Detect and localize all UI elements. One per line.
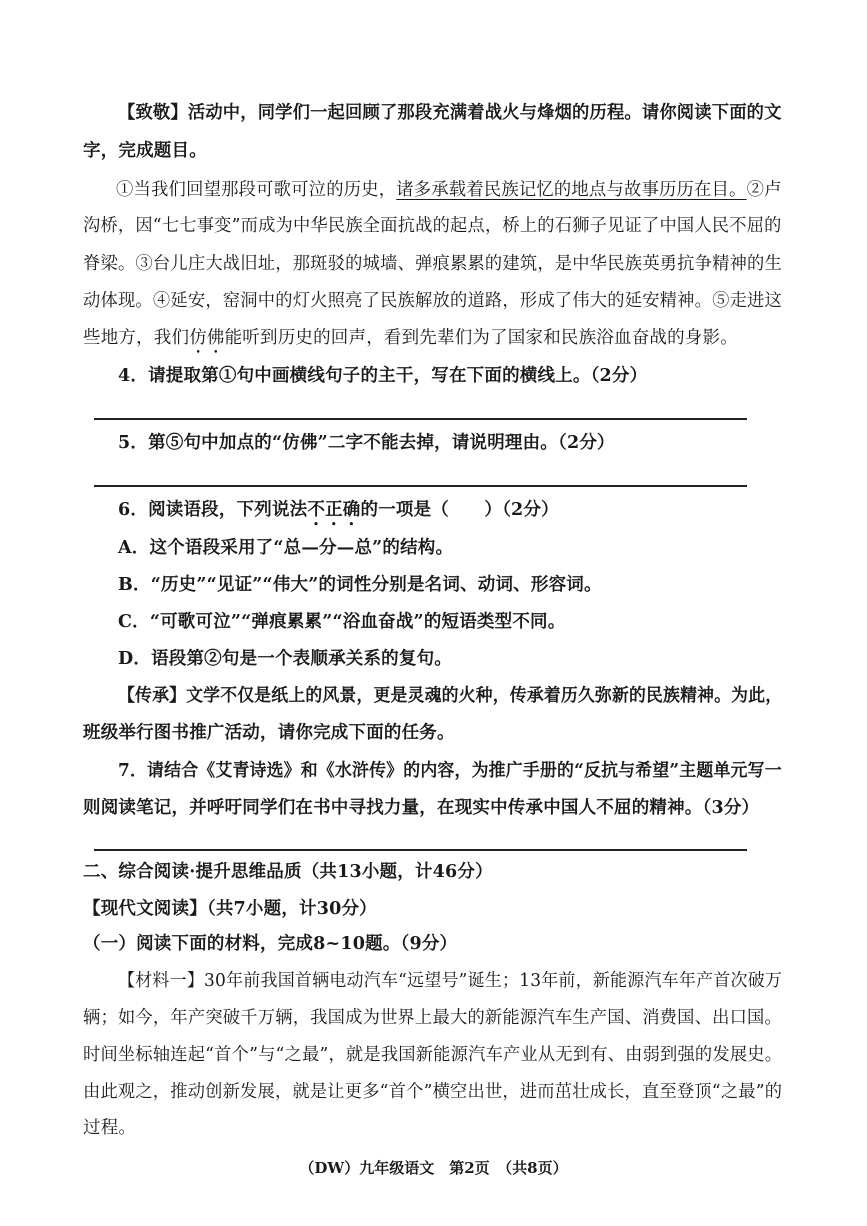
part-1-heading: （一）阅读下面的材料，完成8~10题。（9分）	[83, 934, 458, 954]
passage-line-5-end: 能听到历史的回声，看到先辈们为了国家和民族浴血奋战的身影。	[224, 328, 738, 348]
question-6-stem	[118, 499, 559, 530]
question-7-line-2: 则阅读笔记，并呼吁同学们在书中寻找力量，在现实中传承中国人不屈的精神。（3分）	[83, 798, 760, 818]
question-6-stem-start: 6．阅读语段，下列说法	[118, 500, 308, 520]
modern-reading-heading: 【现代文阅读】（共7小题，计30分）	[83, 899, 377, 919]
option-c: C．“可歌可泣”“弹痕累累”“浴血奋战”的短语类型不同。	[118, 612, 566, 632]
material-1-line-1: 【材料一】30年前我国首辆电动汽车“远望号”诞生；13年前，新能源汽车年产首次破万	[118, 971, 783, 991]
answer-line-q4[interactable]	[94, 418, 747, 420]
chuancheng-intro-line-1: 【传承】文学不仅是纸上的风景，更是灵魂的火种，传承着历久弥新的民族精神。为此，	[118, 686, 783, 706]
zhijing-intro-line-2: 字，完成题目。	[83, 141, 207, 161]
passage-line-5-start: 些地方，我们	[83, 328, 190, 348]
material-1-line-4: 由此观之，推动创新发展，就是让更多“首个”横空出世，进而茁壮成长，直至登顶“之最”的	[83, 1082, 783, 1102]
passage-line-3: 脊梁。③台儿庄大战旧址，那斑驳的城墙、弹痕累累的建筑，是中华民族英勇抗争精神的生	[83, 254, 783, 274]
question-7-line-1: 7．请结合《艾青诗选》和《水浒传》的内容，为推广手册的“反抗与希望”主题单元写一	[118, 761, 782, 781]
material-1-line-5: 过程。	[83, 1118, 137, 1138]
dotted-word-fangfu: 仿佛	[189, 328, 225, 348]
question-4: 4．请提取第①句中画横线句子的主干，写在下面的横线上。（2分）	[118, 366, 648, 386]
answer-line-q5[interactable]	[94, 485, 747, 487]
chuancheng-intro-line-2: 班级举行图书推广活动，请你完成下面的任务。	[83, 723, 455, 743]
sentence-2-start: ②卢	[746, 180, 782, 200]
passage-line-4: 动体现。④延安，窑洞中的灯火照亮了民族解放的道路，形成了伟大的延安精神。⑤走进这	[83, 291, 783, 311]
page-footer: （DW）九年级语文 第2页 （共8页）	[299, 1159, 568, 1177]
zhijing-intro-line-1: 【致敬】活动中，同学们一起回顾了那段充满着战火与烽烟的历程。请你阅读下面的文	[118, 103, 782, 123]
section-2-heading: 二、综合阅读·提升思维品质（共13小题，计46分）	[83, 862, 493, 882]
dotted-word-buzhengque: 不正确	[307, 500, 361, 520]
option-a: A．这个语段采用了“总—分—总”的结构。	[118, 538, 454, 558]
passage-line-2: 沟桥，因“七七事变”而成为中华民族全面抗战的起点，桥上的石狮子见证了中国人民不屈的	[83, 216, 782, 236]
option-d: D．语段第②句是一个表顺承关系的复句。	[118, 649, 452, 669]
underlined-sentence: 诸多承载着民族记忆的地点与故事历历在目。	[396, 180, 747, 200]
question-5: 5．第⑤句中加点的“仿佛”二字不能去掉，请说明理由。（2分）	[118, 433, 615, 453]
question-6-stem-end: 的一项是（ ）（2分）	[360, 500, 559, 520]
sentence-1-start: ①当我们回望那段可歌可泣的历史，	[116, 180, 397, 200]
material-1-line-3: 时间坐标轴连起“首个”与“之最”，就是我国新能源汽车产业从无到有、由弱到强的发展史。	[83, 1045, 783, 1065]
passage-line-1	[116, 179, 782, 201]
option-b: B．“历史”“见证”“伟大”的词性分别是名词、动词、形容词。	[118, 575, 602, 595]
passage-line-5	[83, 327, 738, 358]
material-1-line-2: 辆；如今，年产突破千万辆，我国成为世界上最大的新能源汽车生产国、消费国、出口国。	[83, 1008, 783, 1028]
answer-line-q7[interactable]	[94, 849, 747, 851]
